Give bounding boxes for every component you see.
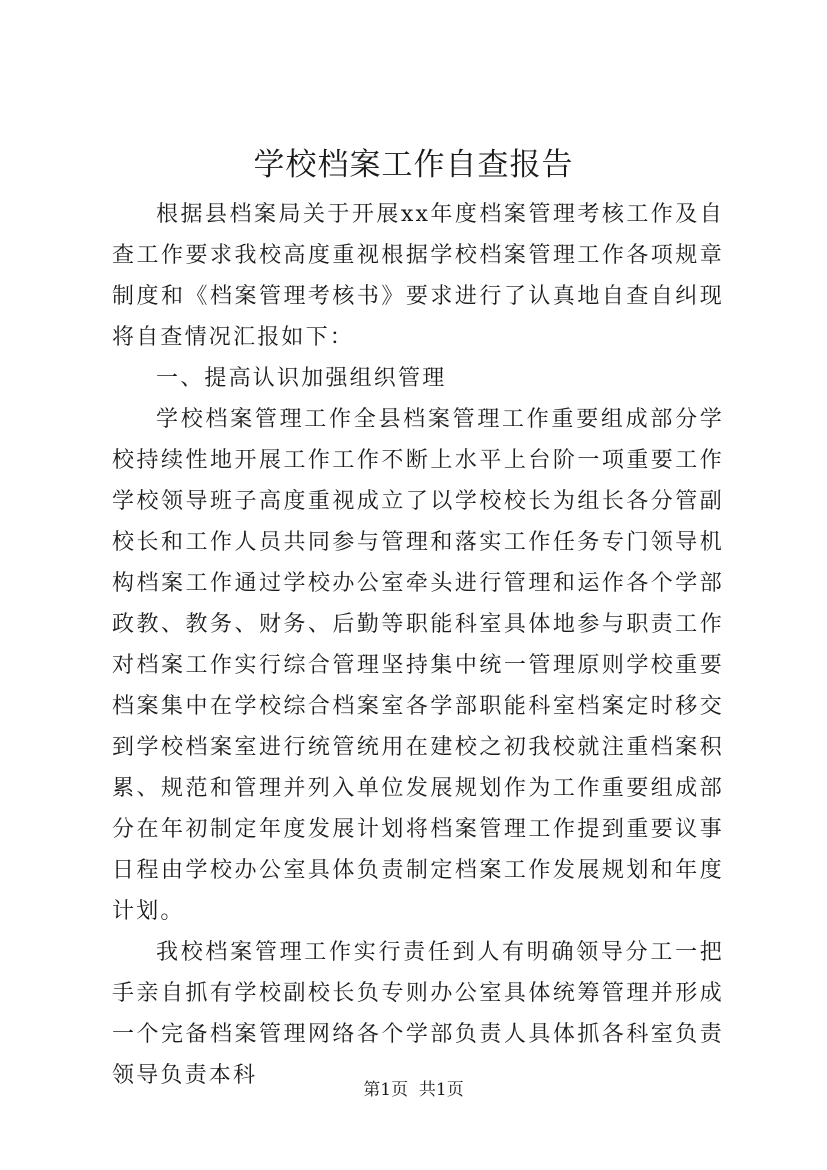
document-title: 学校档案工作自查报告 bbox=[253, 147, 574, 183]
document-body bbox=[112, 194, 724, 1096]
section-heading: 一、提高认识加强组织管理 bbox=[156, 366, 447, 391]
page-number: 第1页 共1页 bbox=[363, 1080, 464, 1100]
page-footer bbox=[0, 1078, 827, 1102]
paragraph-intro: 根据县档案局关于开展xx年度档案管理考核工作及自查工作要求我校高度重视根据学校档案管理工作各项规章制度和《档案管理考核书》要求进行了认真地自查自纠现将自查情况汇报如下： bbox=[112, 202, 724, 350]
paragraph-organization: 学校档案管理工作全县档案管理工作重要组成部分学校持续性地开展工作工作不断上水平上台阶一项重要工作学校领导班子高度重视成立了以学校校长为组长各分管副校长和工作人员共同参与管理和落实工作任务专门领导机构档案工作通过学校办公室牵头进行管理和运作各个学部政教、教务、财务、后勤等职能科室具体地参与职责工作对档案工作实行综合管理坚持集中统一管理原则学校重要档案集中在学校综合档案室各学部职能科室档案定时移交到学校档案室进行统管统用在建校之初我校就注重档案积累、规范和管理并列入单位发展规划作为工作重要组成部分在年初制定年度发展计划将档案管理工作提到重要议事日程由学校办公室具体负责制定档案工作发展规划和年度计划。 bbox=[112, 407, 724, 924]
paragraph-responsibility: 我校档案管理工作实行责任到人有明确领导分工一把手亲自抓有学校副校长负专则办公室具体统筹管理并形成一个完备档案管理网络各个学部负责人具体抓各科室负责领导负责本科 bbox=[112, 940, 724, 1088]
